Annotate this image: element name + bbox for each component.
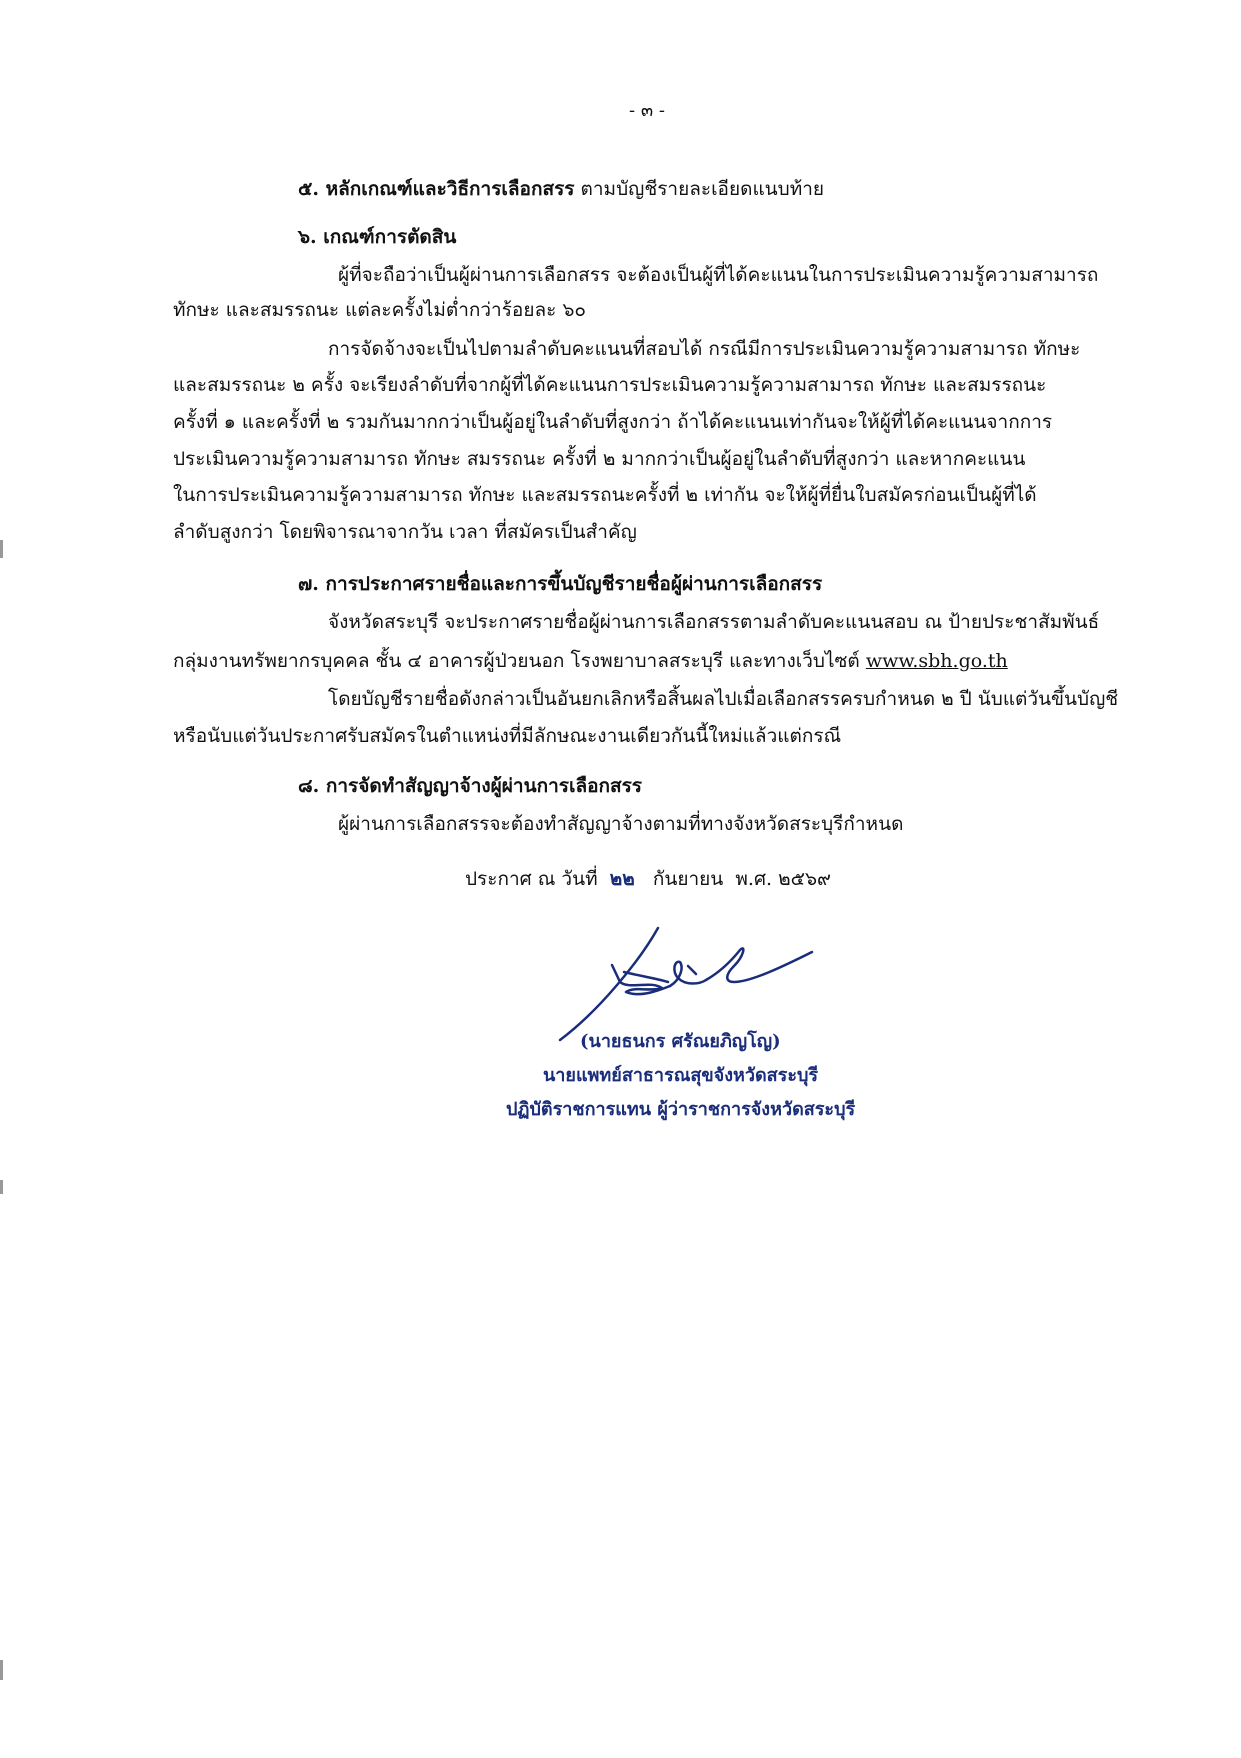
scan-mark xyxy=(0,1180,3,1194)
section-6-heading: ๖. เกณฑ์การตัดสิน xyxy=(298,226,457,248)
section-7-line-text: กลุ่มงานทรัพยากรบุคคล ชั้น ๔ อาคารผู้ป่วยนอก โรงพยาบาลสระบุรี และทางเว็บไซต์ xyxy=(173,650,860,672)
section-7-line: โดยบัญชีรายชื่อดังกล่าวเป็นอันยกเลิกหรือสิ้นผลไปเมื่อเลือกสรรครบกำหนด ๒ ปี นับแต่วันขึ้นบัญชี xyxy=(328,688,1119,710)
section-8-line: ผู้ผ่านการเลือกสรรจะต้องทำสัญญาจ้างตามที่ทางจังหวัดสระบุรีกำหนด xyxy=(338,813,904,835)
scan-mark xyxy=(0,1660,3,1680)
section-6-line: การจัดจ้างจะเป็นไปตามลำดับคะแนนที่สอบได้ กรณีมีการประเมินความรู้ความสามารถ ทักษะ xyxy=(328,338,1081,360)
announcement-month: กันยายน xyxy=(652,868,724,890)
section-7-line: หรือนับแต่วันประกาศรับสมัครในตำแหน่งที่มีลักษณะงานเดียวกันนี้ใหม่แล้วแต่กรณี xyxy=(173,725,842,747)
section-6-line: ครั้งที่ ๑ และครั้งที่ ๒ รวมกันมากกว่าเป็นผู้อยู่ในลำดับที่สูงกว่า ถ้าได้คะแนนเท่ากันจะให้ผู้ที่ได้คะแนนจากการ xyxy=(173,411,1053,433)
website-link[interactable]: www.sbh.go.th xyxy=(865,650,1008,672)
announcement-day: ๒๒ xyxy=(609,868,635,890)
announcement-year: พ.ศ. ๒๕๖๙ xyxy=(735,868,831,890)
section-6-line: ทักษะ และสมรรถนะ แต่ละครั้งไม่ต่ำกว่าร้อยละ ๖๐ xyxy=(173,299,587,321)
section-7-line: จังหวัดสระบุรี จะประกาศรายชื่อผู้ผ่านการเลือกสรรตามลำดับคะแนนสอบ ณ ป้ายประชาสัมพันธ์ xyxy=(328,611,1100,633)
announcement-date xyxy=(465,866,831,892)
signatory-name: (นายธนกร ศรัณยภิญโญ) xyxy=(580,1031,781,1052)
section-6-line: ในการประเมินความรู้ความสามารถ ทักษะ และสมรรถนะครั้งที่ ๒ เท่ากัน จะให้ผู้ที่ยื่นใบสมัครก่อนเป็นผู้ที่ได้ xyxy=(173,484,1037,506)
scan-mark xyxy=(0,540,3,558)
section-5-heading: ๕. หลักเกณฑ์และวิธีการเลือกสรร xyxy=(298,178,575,200)
signatory-acting: ปฏิบัติราชการแทน ผู้ว่าราชการจังหวัดสระบุรี xyxy=(506,1099,856,1120)
page-number: - ๓ - xyxy=(629,100,665,121)
section-5 xyxy=(298,176,824,202)
section-8-heading: ๘. การจัดทำสัญญาจ้างผู้ผ่านการเลือกสรร xyxy=(298,775,643,797)
announcement-prefix: ประกาศ ณ วันที่ xyxy=(465,868,598,890)
section-6-line: ประเมินความรู้ความสามารถ ทักษะ สมรรถนะ ครั้งที่ ๒ มากกว่าเป็นผู้อยู่ในลำดับที่สูงกว่า และหากคะแนน xyxy=(173,448,1026,470)
section-6-line: ผู้ที่จะถือว่าเป็นผู้ผ่านการเลือกสรร จะต้องเป็นผู้ที่ได้คะแนนในการประเมินความรู้ความสามารถ xyxy=(338,264,1099,286)
section-6-line: และสมรรถนะ ๒ ครั้ง จะเรียงลำดับที่จากผู้ที่ได้คะแนนการประเมินความรู้ความสามารถ ทักษะ และสมรรถนะ xyxy=(173,374,1047,396)
section-7-heading: ๗. การประกาศรายชื่อและการขึ้นบัญชีรายชื่อผู้ผ่านการเลือกสรร xyxy=(298,573,823,595)
section-7-line xyxy=(173,648,1008,674)
section-6-line: ลำดับสูงกว่า โดยพิจารณาจากวัน เวลา ที่สมัครเป็นสำคัญ xyxy=(173,521,637,543)
section-5-text: ตามบัญชีรายละเอียดแนบท้าย xyxy=(580,178,825,200)
signatory-position: นายแพทย์สาธารณสุขจังหวัดสระบุรี xyxy=(543,1065,819,1086)
